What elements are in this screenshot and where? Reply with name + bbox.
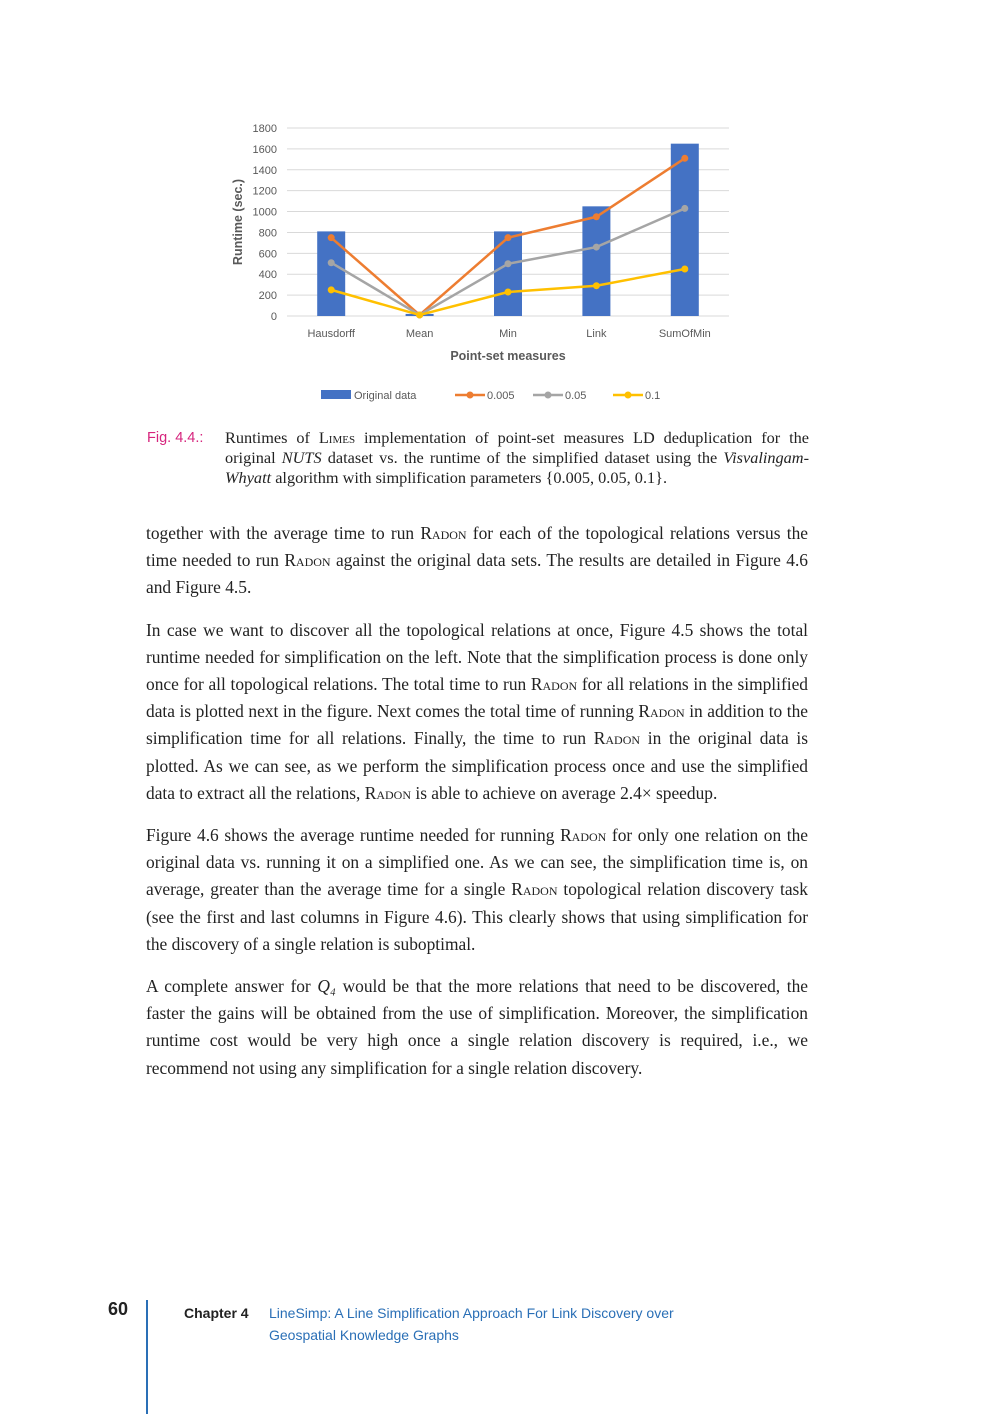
data-point (593, 213, 600, 220)
text-segment: algorithm with simplification parameters {0.005, 0.05, 0.1}. (271, 468, 668, 487)
data-point (681, 205, 688, 212)
data-point (505, 288, 512, 295)
data-point (681, 266, 688, 273)
legend-label: 0.05 (565, 390, 587, 402)
data-point (505, 234, 512, 241)
paragraph (146, 822, 808, 958)
x-tick-label: Hausdorff (307, 328, 355, 340)
y-axis-label: Runtime (sec.) (231, 178, 245, 266)
chapter-title: LineSimp: A Line Simplification Approach For Link Discovery over Geospatial Knowledge Graphs (269, 1305, 674, 1343)
text-segment: Radon (638, 701, 685, 722)
text-segment: for only one relation on the original data vs. running it on a simplified one. As we can see, the simplification time is, on average, greater than the average time for a single (146, 825, 808, 900)
page-number: 60 (108, 1299, 129, 1319)
text-segment: in the original data is plotted. As we can see, as we perform the simplification process once and use the simplified data to extract all the relations, (146, 728, 809, 803)
text-segment: Radon (364, 782, 412, 803)
y-tick-label: 600 (258, 248, 277, 261)
data-point (593, 282, 600, 289)
legend-label: Original data (354, 390, 417, 402)
text-segment: Radon (560, 825, 607, 846)
y-tick-label: 1400 (252, 164, 277, 177)
x-tick-label: Link (586, 328, 607, 340)
x-tick-label: Min (499, 328, 517, 340)
text-segment: NUTS (281, 448, 322, 467)
bar-original-data (582, 206, 610, 316)
legend-label: 0.1 (645, 390, 661, 402)
figure-label: Fig. 4.4.: (147, 430, 204, 446)
legend-marker (467, 392, 474, 399)
chapter-label: Chapter 4 (184, 1305, 249, 1321)
paragraph (146, 520, 808, 602)
text-segment: Limes (318, 428, 356, 447)
text-segment: In case we want to discover all the topological relations at once, Figure 4.5 shows the total runtime needed for simplification on the left. Note that the simplification process is done only once for all topological relations. The total time to run (146, 619, 808, 695)
data-point (593, 244, 600, 251)
data-point (681, 155, 688, 162)
text-segment: A complete answer for (146, 976, 318, 997)
legend-marker (625, 392, 632, 399)
bar-original-data (494, 231, 522, 316)
data-point (328, 234, 335, 241)
y-tick-label: 800 (258, 227, 277, 240)
text-segment: is able to achieve on average 2.4× speedup. (411, 782, 718, 803)
text-segment: Radon (530, 674, 578, 695)
y-tick-label: 0 (270, 311, 277, 323)
text-segment: Radon (284, 550, 331, 571)
text-segment: in addition to the simplification time for all relations. Finally, the time to run (146, 701, 809, 749)
legend-marker (545, 392, 552, 399)
legend-label: 0.005 (487, 390, 515, 402)
bar-original-data (671, 144, 699, 316)
bar-original-data (317, 231, 345, 316)
paragraph (146, 973, 808, 1082)
figure-caption (147, 428, 809, 488)
text-segment: Radon (511, 879, 558, 900)
text-segment: Radon (593, 728, 641, 749)
y-tick-label: 400 (258, 269, 277, 282)
y-tick-label: 1800 (252, 123, 277, 135)
data-point (505, 260, 512, 267)
data-point (328, 259, 335, 266)
text-segment: Radon (420, 523, 467, 543)
runtime-chart (220, 115, 740, 410)
text-segment: Runtimes of (225, 428, 319, 447)
text-segment: for all relations in the simplified data is plotted next in the figure. Next comes the total time of running (146, 674, 808, 722)
text-segment: against the original data sets. The results are detailed in Figure 4.6 and Figure 4.5. (146, 550, 808, 598)
text-segment: would be that the more relations that need to be discovered, the faster the gains will be obtained from the use of simplification. Moreover, the simplification runtime cost would be very high once a single relation discovery is required, i.e., we recommend not using any simplification for a single relation discovery. (146, 976, 808, 1078)
footer-rule (146, 1300, 148, 1414)
text-segment: Q₄ (317, 976, 336, 997)
text-segment: together with the average time to run (146, 523, 421, 543)
x-tick-label: Mean (405, 328, 434, 340)
x-tick-label: SumOfMin (658, 328, 711, 340)
text-segment: implementation of point-set measures LD deduplication for the original (225, 428, 810, 467)
data-point (328, 286, 335, 293)
text-segment: dataset vs. the runtime of the simplified dataset using the (321, 448, 724, 467)
text-segment: topological relation discovery task (see the first and last columns in Figure 4.6). This clearly shows that using simplification for the discovery of a single relation is suboptimal. (146, 879, 808, 954)
text-segment: for each of the topological relations versus the time needed to run (146, 523, 808, 571)
x-axis-label: Point-set measures (450, 349, 566, 363)
body-text (146, 520, 808, 1097)
paragraph (146, 617, 808, 807)
text-segment: Visvalingam-Whyatt (225, 448, 809, 487)
y-tick-label: 1000 (252, 206, 277, 219)
running-footer (184, 1302, 729, 1346)
data-point (416, 311, 423, 318)
y-tick-label: 1200 (252, 185, 277, 198)
y-tick-label: 200 (258, 290, 277, 303)
legend-swatch (321, 390, 351, 399)
y-tick-label: 1600 (252, 143, 277, 156)
text-segment: Figure 4.6 shows the average runtime needed for running (146, 825, 561, 846)
caption-text (225, 428, 809, 488)
